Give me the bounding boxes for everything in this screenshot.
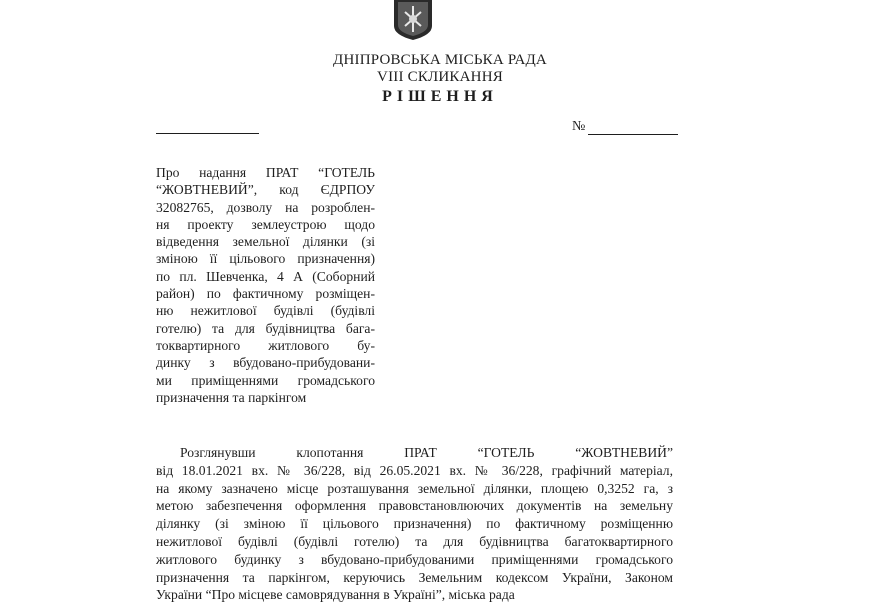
title-line: район) по фактичному розміщен-: [156, 286, 375, 302]
title-line: “ЖОВТНЕВИЙ”, код ЄДРПОУ: [156, 182, 375, 198]
body-line: від 18.01.2021 вх. № 36/228, від 26.05.2021 вх. № 36/228, графічний матеріал,: [156, 462, 673, 478]
decision-number-field: [572, 119, 678, 135]
number-sign: №: [572, 119, 586, 134]
decision-preamble: [156, 444, 673, 604]
convocation: VIII СКЛИКАННЯ: [377, 69, 503, 85]
body-line: на якому зазначено місце розташування земельної ділянки, площею 0,3252 га, з: [156, 480, 673, 496]
body-line: нежитлової будівлі (будівлі готелю) та для будівництва багатоквартирного: [156, 533, 673, 549]
title-line: по пл. Шевченка, 4 А (Соборний: [156, 268, 375, 284]
council-name: ДНІПРОВСЬКА МІСЬКА РАДА: [333, 52, 547, 68]
title-line: токвартирного житлового бу-: [156, 337, 375, 353]
title-line: готелю) та для будівництва бага-: [156, 320, 375, 336]
body-line: України “Про місцеве самоврядування в Україні”, міська рада: [156, 587, 515, 603]
title-line: ми приміщеннями громадського: [156, 372, 375, 388]
title-line: ня проекту землеустрою щодо: [156, 216, 375, 232]
title-line: динку з вбудовано-прибудовани-: [156, 355, 375, 371]
number-field-line: [588, 120, 678, 135]
title-line: 32082765, дозволу на розроблен-: [156, 199, 375, 215]
date-field-line: [156, 133, 259, 134]
title-line: зміною її цільового призначення): [156, 251, 375, 267]
title-line: ню нежитлової будівлі (будівлі: [156, 303, 375, 319]
title-line: призначення та паркінгом: [156, 389, 307, 405]
body-line: ділянку (зі зміною її цільового призначення) по фактичному розміщенню: [156, 516, 673, 532]
body-line: житлового будинку з вбудовано-прибудованими приміщеннями громадського: [156, 551, 673, 567]
body-line: призначення та паркінгом, керуючись Земельним кодексом України, Законом: [156, 569, 673, 585]
body-line: метою забезпечення оформлення правовстановлюючих документів на земельну: [156, 498, 673, 514]
decision-title: [156, 164, 375, 406]
document-type-title: РІШЕННЯ: [382, 88, 498, 105]
title-line: відведення земельної ділянки (зі: [156, 234, 375, 250]
coat-of-arms-icon: [390, 0, 436, 40]
title-line: Про надання ПРАТ “ГОТЕЛЬ: [156, 165, 375, 180]
body-line: Розглянувши клопотання ПРАТ “ГОТЕЛЬ “ЖОВТНЕВИЙ”: [180, 445, 673, 460]
